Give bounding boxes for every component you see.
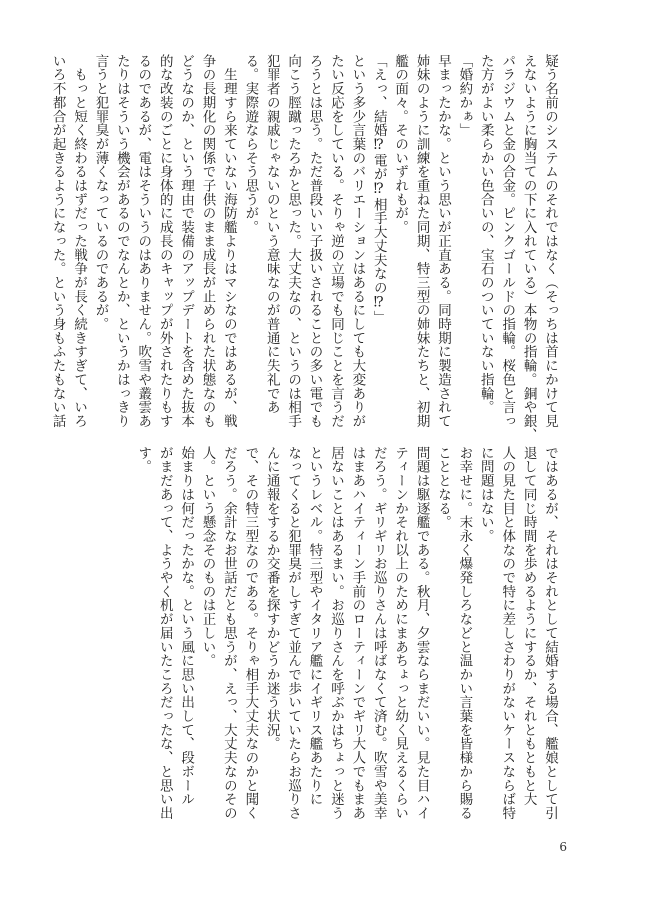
text-column: 退して同じ時間を歩めるようにするか、それともともと大 <box>520 446 537 807</box>
text-column: お幸せに。末永く爆発しろなどと温かい言葉を皆様から賜る <box>456 446 473 820</box>
text-column: いろ不都合が起きるようになった。という身もふたもない話 <box>49 54 66 428</box>
text-column: 艦の面々。そのいずれもが。 <box>392 54 409 235</box>
text-column: 犯罪者の親戚じゃないのという意味なのが普通に失礼であ <box>263 54 280 415</box>
text-column: たりはそういう機会があるのでなんとか、というかはっきり <box>113 54 130 428</box>
page-number: 6 <box>559 840 567 854</box>
text-column: 言うと犯罪臭が薄くなっているのであるが。 <box>92 54 109 331</box>
top-text-block <box>46 54 560 442</box>
text-column: 「えっ、結婚⁉電が⁉相手大丈夫なの⁉」 <box>370 54 387 325</box>
text-column: だろう。余計なお世話だとも思うが、えっ、大丈夫なのその <box>220 446 237 820</box>
text-column: に問題はない。 <box>477 446 494 543</box>
text-column: こととなる。 <box>434 446 451 530</box>
text-column: た方がよい柔らかい色合いの、宝石のついていない指輪。 <box>477 54 494 415</box>
text-column: す。 <box>135 446 152 474</box>
text-column: 居ないことはあるまい。お巡りさんを呼ぶかはちょっと迷う <box>327 446 344 820</box>
text-column: 問題は駆逐艦である。秋月、夕雲ならまだいい。見た目ハイ <box>413 446 430 820</box>
text-column: 早まったかな。という思いが正直ある。同時期に製造されて <box>434 54 451 428</box>
text-column: というレベル。特三型やイタリア艦にイギリス艦あたりに <box>306 446 323 807</box>
text-column: 向こう脛蹴ったろかと思った。大丈夫なの、というのは相手 <box>285 54 302 428</box>
text-column: 争の長期化の関係で子供のまま成長が止められた状態なのも <box>199 54 216 428</box>
text-column: がまだあって、ようやく机が届いたころだったな、と思い出 <box>156 446 173 820</box>
text-column: という多少言葉のバリエーションはあるにしても大変ありが <box>349 54 366 428</box>
text-column: ろうとは思う。ただ普段いい子扱いされることの多い電でも <box>306 54 323 428</box>
text-column: る。実際遊ならそう思うが。 <box>242 54 259 235</box>
text-column: ティーンかそれ以上のためにまあちょっと幼く見えるくらい <box>392 446 409 820</box>
text-column: どうなのか、という理由で装備のアップデートを含めた抜本 <box>178 54 195 428</box>
text-column: だろう。ギリギリお巡りさんは呼ばなくて済む。吹雪や美幸 <box>370 446 387 820</box>
bottom-text-block <box>132 446 560 823</box>
text-column: もっと短く終わるはずだった戦争が長く続きすぎて、いろ <box>71 54 88 428</box>
text-column: んに通報をするか交番を探すかどうか迷う状況。 <box>263 446 280 751</box>
text-column: で、その特三型なのである。そりゃ相手大丈夫なのかと聞く <box>242 446 259 820</box>
text-column: 疑う名前のシステムのそれではなく（そっちは首にかけて見 <box>542 54 558 428</box>
text-column: ではあるが、それはそれとして結婚する場合、艦娘として引 <box>542 446 558 820</box>
text-column: 生理すら来ていない海防艦よりはマシなのではあるが、戦 <box>220 54 237 428</box>
text-column: 「婚約かぁ」 <box>456 54 473 138</box>
text-column: パラジウムと金の合金。ピンクゴールドの指輪。桜色と言っ <box>499 54 516 428</box>
text-column: るのであるが、電はそういうのはありません。吹雪や叢雲あ <box>135 54 152 428</box>
text-column: 姉妹のように訓練を重ねた同期、特三型の姉妹たちと、初期 <box>413 54 430 428</box>
text-column: はまあハイティーン手前のローティーンでギリ大人でもまあ <box>349 446 366 820</box>
text-column: 始まりは何だったかな。という風に思い出して、段ボール <box>178 446 195 807</box>
text-column: えないように胸当ての下に入れている）本物の指輪。銅や銀、 <box>520 54 537 442</box>
text-column: たい反応をしている。そりゃ逆の立場でも同じことを言うだ <box>327 54 344 428</box>
text-column: なってくると犯罪臭がしすぎて並んで歩いていたらお巡りさ <box>285 446 302 820</box>
text-column: 的な改装のごとに身体的に成長のキャップが外されたりもす <box>156 54 173 428</box>
text-column: 人。という懸念そのものは正しい。 <box>199 446 216 668</box>
text-column: 人の見た目と体なので特に差しさわりがないケースならば特 <box>499 446 516 820</box>
